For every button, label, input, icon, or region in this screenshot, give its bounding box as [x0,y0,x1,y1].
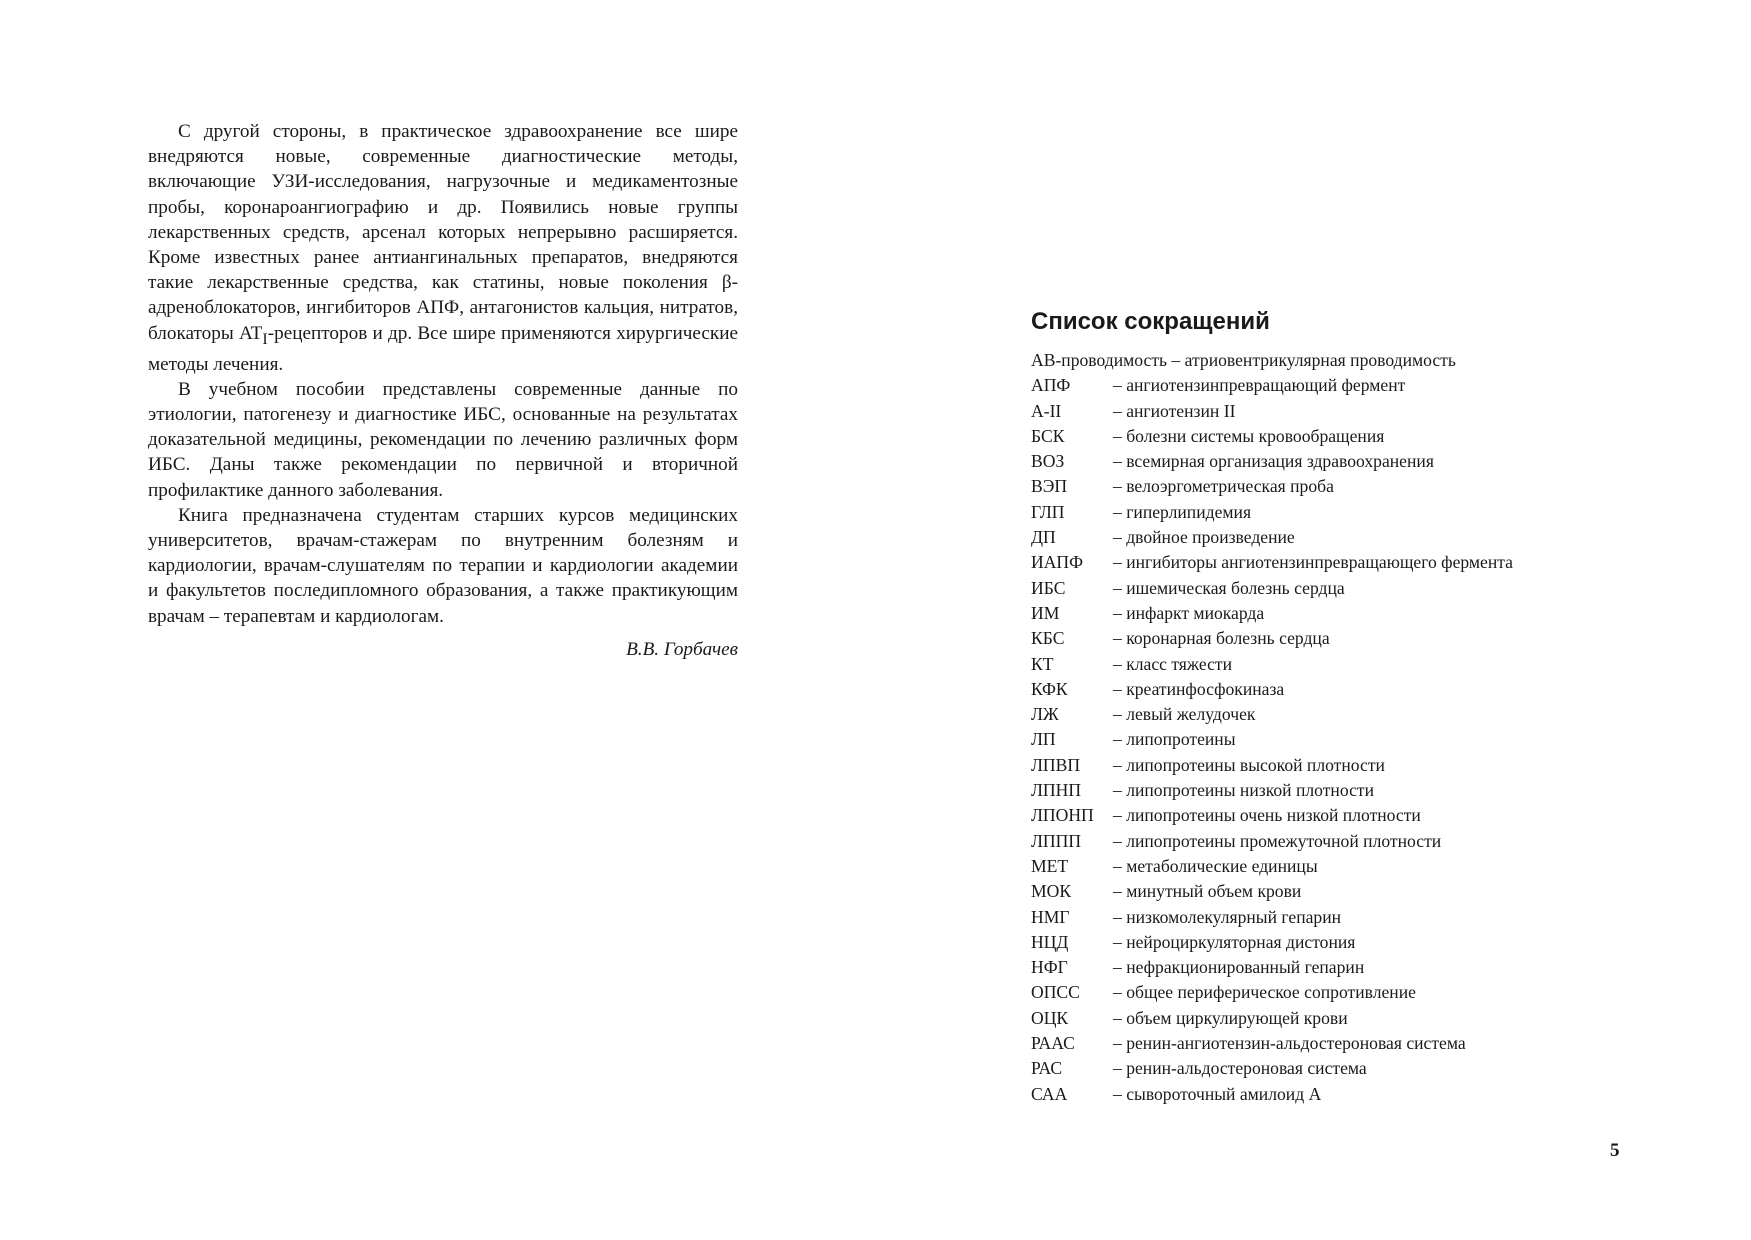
abbreviation-definition: – левый желудочек [1113,704,1256,725]
abbreviation-definition: – липопротеины промежуточной плотности [1113,830,1442,851]
abbreviation-definition: – липопротеины высокой плотности [1113,754,1385,775]
abbreviation-term: МЕТ [1031,855,1069,876]
paragraph-1-text: С другой стороны, в практическое здравоохранение все шире внедряются новые, современные диагностические методы, включающие УЗИ-исследования, нагрузочные и медикаментозные пробы, коронароангиографию и др. Появились новые группы лекарственных средств, арсенал которых непрерывно расширяется. Кроме известных ранее антиангинальных препаратов, внедряются такие лекарственные средства, как статины, новые поколения β-адреноблокаторов, ингибиторов АПФ, антагонистов кальция, нитратов, блокаторы AT [148,121,738,344]
abbreviation-row [1031,1082,1631,1107]
abbreviation-term: НФГ [1031,957,1068,978]
abbreviation-term: ЛП [1031,729,1056,750]
abbreviation-definition: – ренин-альдостероновая система [1113,1058,1367,1079]
abbreviation-row [1031,879,1631,904]
abbreviations-list [1031,373,1631,1107]
abbreviation-term: КБС [1031,628,1065,649]
right-page [1031,307,1631,1107]
abbreviation-definition: – ингибиторы ангиотензинпревращающего фермента [1113,552,1513,573]
abbreviation-row [1031,576,1631,601]
abbreviation-definition: – низкомолекулярный гепарин [1113,906,1342,927]
abbreviation-definition: – общее периферическое сопротивление [1113,982,1416,1003]
abbreviation-term: ЛПНП [1031,780,1082,801]
abbreviation-definition: – класс тяжести [1113,653,1232,674]
abbreviation-row [1031,980,1631,1005]
abbreviation-definition: – липопротеины низкой плотности [1113,780,1374,801]
abbreviation-row [1031,727,1631,752]
paragraph-1-text-end: -рецепторов и др. Все шире применяются хирургические методы лечения. [148,322,738,375]
abbreviation-term: ЛППП [1031,830,1082,851]
abbreviation-definition: – креатинфосфокиназа [1113,678,1285,699]
abbreviation-term: ЛПОНП [1031,805,1094,826]
abbreviation-row [1031,652,1631,677]
abbreviation-row [1031,778,1631,803]
abbreviation-row [1031,803,1631,828]
abbreviation-first-entry: АВ-проводимость – атриовентрикулярная проводимость [1031,350,1456,370]
abbreviation-term: БСК [1031,425,1065,446]
abbreviation-row [1031,854,1631,879]
abbreviation-definition: – ангиотензин II [1113,400,1236,421]
abbreviation-term: САА [1031,1083,1068,1104]
abbreviation-definition: – инфаркт миокарда [1113,602,1265,623]
abbreviation-row [1031,373,1631,398]
abbreviation-definition: – ангиотензинпревращающий фермент [1113,375,1406,396]
abbreviation-row [1031,829,1631,854]
abbreviation-row [1031,525,1631,550]
page-number: 5 [1610,1140,1620,1161]
abbreviation-row [1031,500,1631,525]
abbreviations-title: Список сокращений [1031,308,1270,335]
abbreviation-definition: – метаболические единицы [1113,855,1318,876]
abbreviation-definition: – нейроциркуляторная дистония [1113,931,1356,952]
abbreviation-row [1031,753,1631,778]
abbreviation-row [1031,955,1631,980]
abbreviation-definition: – ренин-ангиотензин-альдостероновая система [1113,1033,1466,1054]
abbreviation-term: РААС [1031,1033,1075,1054]
abbreviation-term: ОЦК [1031,1007,1069,1028]
abbreviation-definition: – всемирная организация здравоохранения [1113,451,1434,472]
abbreviation-row [1031,677,1631,702]
left-page [148,119,738,662]
abbreviation-term: РАС [1031,1058,1063,1079]
abbreviation-definition: – коронарная болезнь сердца [1113,628,1330,649]
abbreviation-row [1031,1056,1631,1081]
abbreviation-term: ИМ [1031,602,1060,623]
paragraph-1 [148,119,738,377]
abbreviation-row [1031,1031,1631,1056]
paragraph-2: В учебном пособии представлены современные данные по этиологии, патогенезу и диагностике ИБС, основанные на результатах доказательной медицины, рекомендации по лечению различных форм ИБС. Даны также рекомендации по первичной и вторичной профилактике данного заболевания. [148,378,738,501]
paragraph-3: Книга предназначена студентам старших курсов медицинских университетов, врачам-стажерам по внутренним болезням и кардиологии, врачам-слушателям по терапии и кардиологии академии и факультетов последипломного образования, а также практикующим врачам – терапевтам и кардиологам. [148,504,738,627]
author-signature: В.В. Горбачев [626,638,738,660]
abbreviation-row [1031,449,1631,474]
abbreviation-row [1031,1006,1631,1031]
abbreviation-definition: – ишемическая болезнь сердца [1113,577,1345,598]
abbreviation-term: НЦД [1031,931,1069,952]
abbreviation-definition: – болезни системы кровообращения [1113,425,1385,446]
abbreviation-term: А-II [1031,400,1062,421]
abbreviation-term: ДП [1031,527,1056,548]
abbreviation-row [1031,601,1631,626]
abbreviation-row [1031,930,1631,955]
abbreviation-row [1031,550,1631,575]
abbreviation-definition: – минутный объем крови [1113,881,1302,902]
abbreviation-term: ЛПВП [1031,754,1081,775]
abbreviation-term: КТ [1031,653,1054,674]
receptor-subscript: I [262,330,268,348]
abbreviation-row [1031,702,1631,727]
abbreviation-definition: – липопротеины очень низкой плотности [1113,805,1421,826]
abbreviation-term: МОК [1031,881,1072,902]
abbreviation-term: ОПСС [1031,982,1080,1003]
abbreviation-term: АПФ [1031,375,1071,396]
abbreviation-row [1031,905,1631,930]
abbreviation-definition: – липопротеины [1113,729,1236,750]
abbreviation-definition: – велоэргометрическая проба [1113,476,1334,497]
abbreviation-row [1031,474,1631,499]
abbreviation-term: ГЛП [1031,501,1065,522]
abbreviation-term: ИБС [1031,577,1066,598]
abbreviation-definition: – нефракционированный гепарин [1113,957,1365,978]
abbreviation-term: НМГ [1031,906,1070,927]
abbreviation-definition: – сывороточный амилоид А [1113,1083,1322,1104]
abbreviation-term: ВОЗ [1031,451,1065,472]
abbreviation-definition: – объем циркулирующей крови [1113,1007,1348,1028]
abbreviation-term: ИАПФ [1031,552,1084,573]
abbreviation-term: КФК [1031,678,1068,699]
abbreviation-term: ЛЖ [1031,704,1059,725]
abbreviation-row [1031,399,1631,424]
abbreviation-row [1031,424,1631,449]
abbreviation-definition: – гиперлипидемия [1113,501,1252,522]
abbreviation-term: ВЭП [1031,476,1068,497]
abbreviation-definition: – двойное произведение [1113,527,1295,548]
abbreviation-row [1031,626,1631,651]
